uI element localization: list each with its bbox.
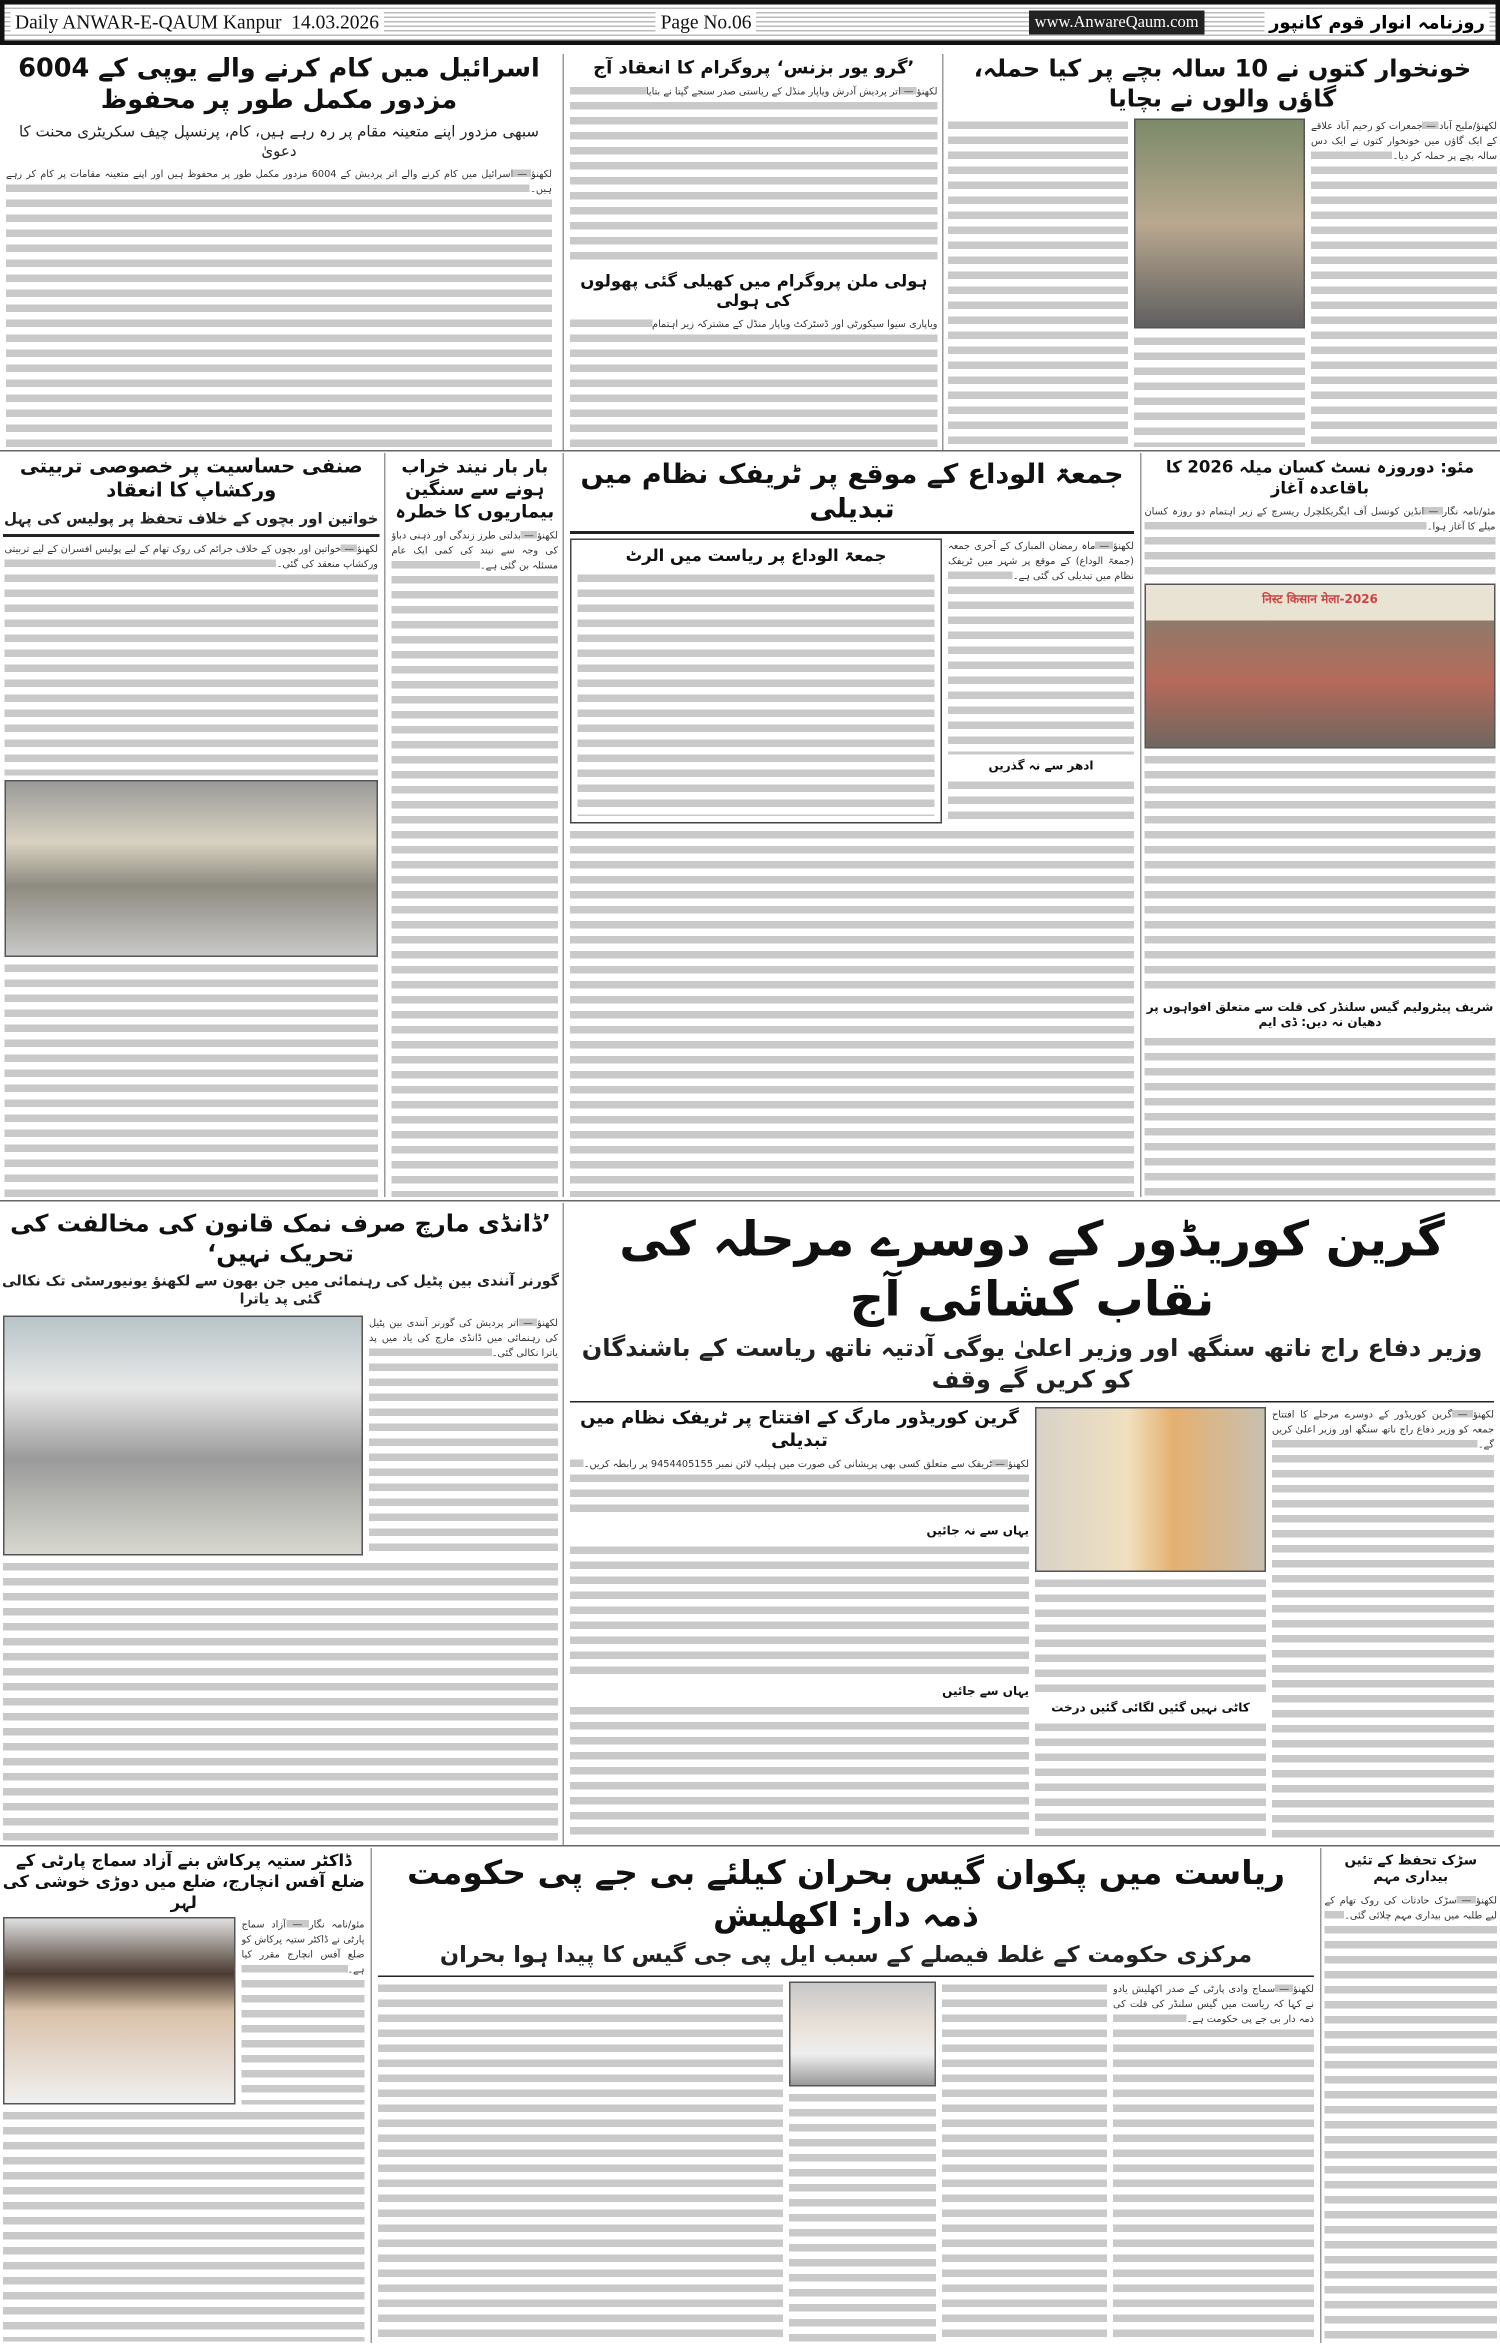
paper-name: Daily ANWAR-E-QAUM Kanpur 14.03.2026 xyxy=(11,11,384,35)
juma-headline: جمعۃ الوداع کے موقع پر ٹریفک نظام میں تبدیلی xyxy=(580,459,1124,525)
satya-body-2 xyxy=(3,2109,365,2341)
sleep-story xyxy=(389,456,562,1197)
grower-headline: ’گرو یور بزنس‘ پروگرام کا انعقاد آج xyxy=(593,57,915,78)
akhilesh-body-4 xyxy=(789,2090,936,2341)
satya-headline: ڈاکٹر ستیہ پرکاش بنے آزاد سماج پارٹی کے ضلع آفس انچارج، ضلع میں دوڑی خوشی کی لہر xyxy=(2,1851,365,1912)
dandi-headline: ’ڈانڈی مارچ صرف نمک قانون کی مخالفت کی تحریک نہیں‘ xyxy=(10,1209,551,1268)
website-link[interactable]: www.AnwareQaum.com xyxy=(1029,11,1205,35)
go-heading: یہاں سے جائیں xyxy=(942,1684,1029,1699)
kisan-story xyxy=(1145,458,1496,1198)
akhilesh-story xyxy=(375,1854,1317,2342)
gas-rumour-body xyxy=(1145,1035,1496,1197)
akhilesh-body-3 xyxy=(378,1981,783,2342)
no-go-body xyxy=(570,1543,1029,1681)
akhilesh-body-2 xyxy=(942,1981,1107,2342)
dogs-body: لکھنؤ/ملیح آباد — جمعرات کو رحیم آباد علاقے کے ایک گاؤں میں خونخوار کتوں نے ایک دس سالہ بچے پر حملہ کر دیا۔ xyxy=(1311,119,1497,448)
no-go-heading: یہاں سے نہ جائیں xyxy=(926,1523,1029,1537)
dogs-headline: خونخوار کتوں نے 10 سالہ بچے پر کیا حملہ، گاؤں والوں نے بچایا xyxy=(973,54,1472,113)
green-corridor-story xyxy=(567,1209,1497,1842)
israel-body: لکھنؤ — اسرائیل میں کام کرنے والے اتر پردیش کے 6004 مزدور مکمل طور پر محفوظ ہیں اور اپنے متعینہ مقامات پر کام کر رہے ہیں۔ xyxy=(6,166,552,447)
kisan-body-2 xyxy=(1145,752,1496,995)
green-corridor-body: لکھنؤ — گرین کوریڈور کے دوسرے مرحلے کا افتتاح جمعہ کو وزیر دفاع راج ناتھ سنگھ اور وزیر اعلیٰ کریں گے۔ xyxy=(1272,1406,1494,1842)
juma-body: لکھنؤ — ماہ رمضان المبارک کے آخری جمعہ (جمعۃ الوداع) کے موقع پر شہر میں ٹریفک نظام میں تبدیلی کی گئی ہے۔ xyxy=(948,539,1134,755)
trees-body xyxy=(1035,1721,1266,1842)
go-body xyxy=(570,1704,1029,1842)
page-header xyxy=(0,0,1500,45)
holi-body: ویاپاری سیوا سیکورٹی اور ڈسٹرکٹ ویاپار منڈل کے مشترکہ زیر اہتمام xyxy=(570,317,938,447)
green-corridor-headline: گرین کوریڈور کے دوسرے مرحلہ کی نقاب کشائی آج xyxy=(619,1210,1445,1328)
boy-photo xyxy=(1134,119,1305,329)
gas-rumour-headline: شریف پیٹرولیم گیس سلنڈر کی قلت سے متعلق افواہوں پر دھیان نہ دیں: ڈی ایم xyxy=(1146,1000,1494,1029)
israel-subheadline: سبھی مزدور اپنے متعینہ مقام پر رہ رہے ہیں، کام، پرنسپل چیف سکریٹری محنت کا دعویٰ xyxy=(18,123,539,160)
workshop-body: لکھنؤ — خواتین اور بچوں کے خلاف جرائم کی روک تھام کے لیے پولیس افسران کے لیے تربیتی ورکشاپ منعقد کی گئی۔ xyxy=(5,541,379,776)
dandi-body-2 xyxy=(3,1560,558,1842)
road-safety-body: لکھنؤ — سڑک حادثات کی روک تھام کے لیے طلبہ میں بیداری مہم چلائی گئی۔ xyxy=(1325,1892,1498,2341)
dandi-march-photo xyxy=(3,1315,363,1555)
israel-headline: اسرائیل میں کام کرنے والے یوپی کے 6004 مزدور مکمل طور پر محفوظ xyxy=(18,54,540,116)
road-safety-headline: سڑک تحفظ کے تئیں بیداری مہم xyxy=(1344,1854,1478,1886)
dogs-story xyxy=(948,54,1497,447)
green-traffic-headline: گرین کوریڈور مارگ کے افتتاح پر ٹریفک نظام میں تبدیلی xyxy=(580,1406,1019,1450)
satya-story xyxy=(0,1851,368,2342)
workshop-subheadline: خواتین اور بچوں کے خلاف تحفظ پر پولیس کی پہل xyxy=(4,510,379,528)
workshop-story xyxy=(0,456,383,1197)
masthead-logo: روزنامہ انوار قوم کانپور xyxy=(1265,12,1490,33)
trees-heading: کاٹی نہیں گئیں لگائی گئیں درخت xyxy=(1051,1701,1250,1715)
kisan-mela-photo xyxy=(1145,583,1496,748)
dandi-subheadline: گورنر آنندی بین پٹیل کی رہنمائی میں جن بھون سے لکھنؤ یونیورسٹی تک نکالی گئی پد یاترا xyxy=(1,1273,560,1309)
grower-body: لکھنؤ — اتر پردیش آدرش ویاپار منڈل کے ریاستی صدر سنجے گپتا نے بتایا xyxy=(570,84,938,266)
juma-story xyxy=(567,459,1137,1197)
satya-body: مئو/نامہ نگار — آزاد سماج پارٹی نے ڈاکٹر ستیہ پرکاش کو ضلع آفس انچارج مقرر کیا ہے۔ xyxy=(242,1917,365,2105)
rajnath-yogi-photo xyxy=(1035,1406,1266,1571)
workshop-headline: صنفی حساسیت پر خصوصی تربیتی ورکشاپ کا انعقاد xyxy=(19,456,363,503)
page-number: Page No.06 xyxy=(656,11,756,35)
satya-photo xyxy=(3,1917,236,2105)
kisan-body: مئو/نامہ نگار — انڈین کونسل آف ایگریکلچرل ریسرچ کے زیر اہتمام دو روزہ کسان میلے کا آغاز ہوا۔ xyxy=(1145,503,1496,578)
green-corridor-subheadline: وزیر دفاع راج ناتھ سنگھ اور وزیر اعلیٰ یوگی آدتیہ ناتھ ریاست کے باشندگان کو کریں گے وقف xyxy=(581,1333,1483,1394)
sleep-headline: بار بار نیند خراب ہونے سے سنگین بیماریوں کا خطرہ xyxy=(395,456,555,522)
akhilesh-body: لکھنؤ — سماج وادی پارٹی کے صدر اکھلیش یادو نے کہا کہ ریاست میں گیس سلنڈر کی قلت کی ذمہ دار بی جے پی حکومت ہے۔ xyxy=(1113,1981,1314,2342)
akhilesh-photo xyxy=(789,1981,936,2086)
juma-alert-headline: جمعۃ الوداع پر ریاست میں الرٹ xyxy=(625,546,887,566)
juma-body-2 xyxy=(570,828,1134,1197)
grower-holi-column xyxy=(570,57,938,447)
dandi-body: لکھنؤ — اتر پردیش کی گورنر آنندی بین پٹیل کی رہنمائی میں ڈانڈی مارچ کی یاد میں پد یاترا نکالی گئی۔ xyxy=(369,1315,558,1555)
workshop-photo xyxy=(5,780,379,957)
dogs-body-2 xyxy=(948,119,1128,448)
israel-story xyxy=(0,54,558,447)
issue-date: 14.03.2026 xyxy=(291,10,379,33)
akhilesh-subheadline: مرکزی حکومت کے غلط فیصلے کے سبب ایل پی جی گیس کا پیدا ہوا بحران xyxy=(439,1941,1253,1968)
dogs-body-3 xyxy=(1134,335,1305,448)
photo-banner-text: निस्ट किसान मेला-2026 xyxy=(1262,591,1378,606)
road-safety-story xyxy=(1325,1854,1498,2342)
kisan-headline: مئو: دوروزہ نسٹ کسان میلہ 2026 کا باقاعدہ آغاز xyxy=(1165,457,1475,498)
green-traffic-body: لکھنؤ — ٹریفک سے متعلق کسی بھی پریشانی کی صورت میں ہیلپ لائن نمبر 9454405155 پر رابطہ کریں۔ xyxy=(570,1456,1029,1519)
green-corridor-body-2 xyxy=(1035,1576,1266,1697)
akhilesh-headline: ریاست میں پکوان گیس بحران کیلئے بی جے پی حکومت ذمہ دار: اکھلیش xyxy=(406,1855,1286,1935)
juma-side-heading: ادھر سے نہ گذریں xyxy=(988,759,1094,773)
dandi-story xyxy=(0,1209,561,1842)
workshop-body-2 xyxy=(5,962,379,1197)
sleep-body: لکھنؤ — بدلتی طرز زندگی اور ذہنی دباؤ کی وجہ سے نیند کی کمی ایک عام مسئلہ بن گئی ہے۔ xyxy=(392,528,559,1197)
holi-headline: ہولی ملن پروگرام میں کھیلی گئی پھولوں کی ہولی xyxy=(580,270,928,312)
juma-alert-box xyxy=(570,539,942,824)
